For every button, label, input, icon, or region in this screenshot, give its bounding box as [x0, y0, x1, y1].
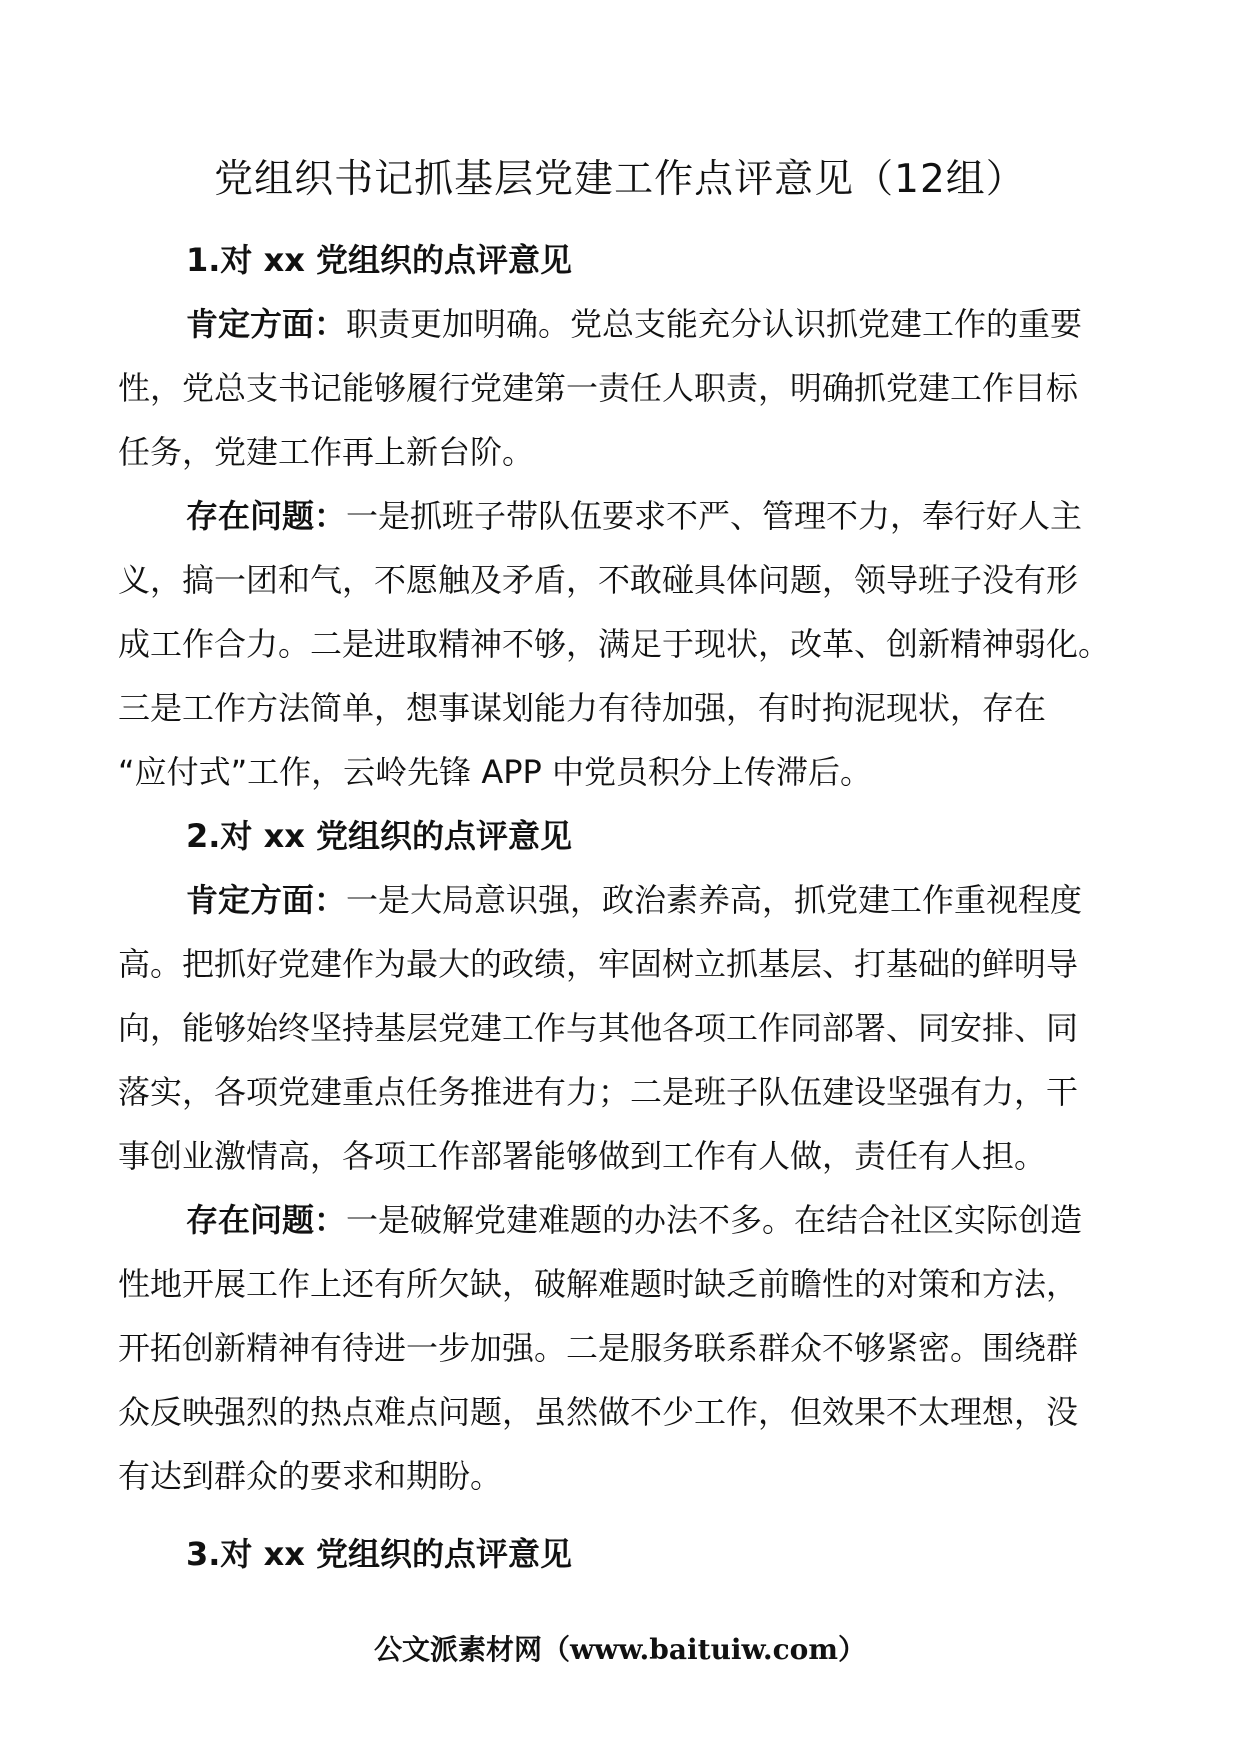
positive-paragraph [118, 292, 1128, 484]
paragraph-line: 三是工作方法简单，想事谋划能力有待加强，有时拘泥现状，存在 [118, 689, 1047, 727]
paragraph-line: 任务，党建工作再上新台阶。 [118, 433, 535, 471]
paragraph-line [118, 484, 1128, 548]
paragraph-line: 向，能够始终坚持基层党建工作与其他各项工作同部署、同安排、同 [118, 1009, 1079, 1047]
paragraph-line: 成工作合力。二是进取精神不够，满足于现状，改革、创新精神弱化。 [118, 625, 1111, 663]
positive-label: 肯定方面： [186, 305, 347, 343]
paragraph-line [118, 1188, 1128, 1252]
paragraph-line: 事创业激情高，各项工作部署能够做到工作有人做，责任有人担。 [118, 1137, 1047, 1175]
problems-label: 存在问题： [186, 1201, 347, 1239]
positive-label: 肯定方面： [186, 881, 347, 919]
paragraph-line: “应付式”工作，云岭先锋 APP 中党员积分上传滞后。 [118, 753, 872, 791]
section-heading: 2.对 xx 党组织的点评意见 [186, 817, 572, 855]
section-heading: 1.对 xx 党组织的点评意见 [186, 241, 572, 279]
paragraph-text: 一是破解党建难题的办法不多。在结合社区实际创造 [346, 1201, 1083, 1239]
section-heading: 3.对 xx 党组织的点评意见 [186, 1535, 572, 1573]
paragraph-line: 开拓创新精神有待进一步加强。二是服务联系群众不够紧密。围绕群 [118, 1329, 1079, 1367]
paragraph-text: 一是抓班子带队伍要求不严、管理不力，奉行好人主 [346, 497, 1083, 535]
paragraph-line: 义，搞一团和气，不愿触及矛盾，不敢碰具体问题，领导班子没有形 [118, 561, 1079, 599]
paragraph-line: 落实，各项党建重点任务推进有力；二是班子队伍建设坚强有力，干 [118, 1073, 1079, 1111]
paragraph-line [118, 292, 1128, 356]
paragraph-line: 性地开展工作上还有所欠缺，破解难题时缺乏前瞻性的对策和方法， [118, 1265, 1079, 1303]
paragraph-line: 有达到群众的要求和期盼。 [118, 1457, 503, 1495]
problems-paragraph [118, 484, 1128, 804]
paragraph-text: 职责更加明确。党总支能充分认识抓党建工作的重要 [346, 305, 1083, 343]
problems-paragraph [118, 1188, 1128, 1508]
paragraph-line: 众反映强烈的热点难点问题，虽然做不少工作，但效果不太理想，没 [118, 1393, 1079, 1431]
source-watermark-footer: 公文派素材网（www.baituiw.com） [374, 1633, 866, 1666]
problems-label: 存在问题： [186, 497, 347, 535]
paragraph-line: 高。把抓好党建作为最大的政绩，牢固树立抓基层、打基础的鲜明导 [118, 945, 1079, 983]
document-title: 党组织书记抓基层党建工作点评意见（12组） [214, 157, 1026, 202]
paragraph-line [118, 868, 1128, 932]
paragraph-text: 一是大局意识强，政治素养高，抓党建工作重视程度 [346, 881, 1083, 919]
document-body [118, 228, 1128, 1586]
paragraph-line: 性，党总支书记能够履行党建第一责任人职责，明确抓党建工作目标 [118, 369, 1079, 407]
positive-paragraph [118, 868, 1128, 1188]
